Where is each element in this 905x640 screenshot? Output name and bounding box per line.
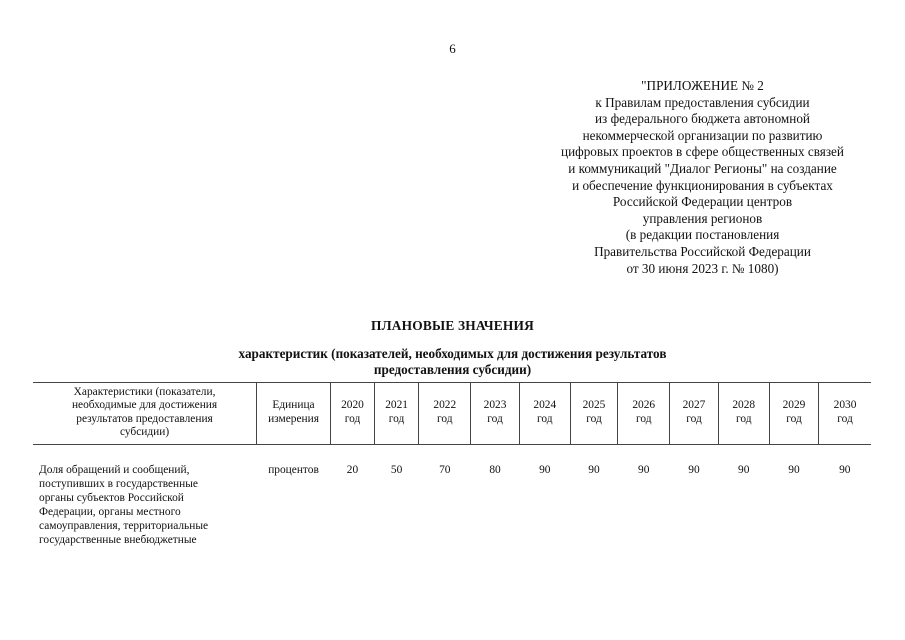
- year-suffix: год: [436, 412, 453, 425]
- year-label: 2026: [632, 399, 656, 411]
- header-year: [769, 383, 818, 445]
- value-cell: 90: [638, 464, 650, 476]
- year-suffix: год: [635, 412, 652, 425]
- year-suffix: год: [388, 412, 405, 425]
- appendix-line: и обеспечение функционирования в субъектах: [572, 177, 833, 193]
- header-year: [670, 383, 718, 445]
- characteristic-line: органы субъектов Российской: [39, 492, 184, 504]
- year-suffix: год: [487, 412, 503, 425]
- appendix-line: Правительства Российской Федерации: [594, 243, 811, 259]
- appendix-line: (в редакции постановления: [625, 227, 780, 243]
- value-cell: 50: [390, 464, 403, 476]
- unit-cell: процентов: [268, 464, 319, 476]
- year-label: 2021: [385, 399, 408, 411]
- header-line: необходимые для достижения: [71, 399, 218, 411]
- header-line: измерения: [268, 412, 319, 425]
- year-suffix: год: [837, 412, 853, 425]
- value-cell: 20: [346, 464, 359, 476]
- value-cell: 90: [839, 464, 851, 476]
- header-line: Единица: [272, 399, 315, 411]
- subtitle-line: предоставления субсидии): [373, 361, 532, 377]
- characteristic-cell: [33, 445, 257, 548]
- year-label: 2024: [533, 399, 557, 411]
- characteristic-line: Федерации, органы местного: [39, 506, 181, 518]
- year-label: 2028: [732, 399, 756, 411]
- header-line: субсидии): [119, 426, 170, 438]
- value-cell: 90: [738, 464, 750, 476]
- characteristic-line: государственные внебюджетные: [39, 534, 197, 546]
- header-year: [718, 383, 769, 445]
- year-suffix: год: [586, 412, 602, 425]
- appendix-line: Российской Федерации центров: [612, 194, 793, 210]
- value-cell: 90: [688, 464, 700, 476]
- header-year: [618, 383, 670, 445]
- year-suffix: год: [686, 412, 702, 425]
- appendix-line: от 30 июня 2023 г. № 1080): [626, 260, 779, 276]
- appendix-header: [530, 78, 875, 277]
- header-year: [330, 383, 374, 445]
- year-suffix: год: [786, 412, 802, 425]
- appendix-line: "ПРИЛОЖЕНИЕ № 2: [641, 78, 764, 93]
- header-year: [819, 383, 871, 445]
- subtitle-line: характеристик (показателей, необходимых для достижения результатов: [238, 346, 667, 361]
- year-label: 2023: [483, 399, 507, 411]
- characteristic-line: самоуправления, территориальные: [39, 520, 209, 532]
- year-label: 2025: [582, 399, 606, 411]
- header-line: Характеристики (показатели,: [73, 385, 216, 398]
- year-label: 2030: [833, 399, 857, 411]
- header-characteristic: [33, 383, 257, 445]
- header-line: результатов предоставления: [76, 412, 213, 425]
- appendix-line: некоммерческой организации по развитию: [582, 127, 823, 143]
- table-row: [33, 445, 871, 548]
- appendix-line: к Правилам предоставления субсидии: [595, 94, 810, 110]
- table-header-row: [33, 383, 871, 445]
- appendix-line: цифровых проектов в сфере общественных связей: [561, 144, 844, 160]
- appendix-line: из федерального бюджета автономной: [595, 111, 810, 127]
- value-cell: 90: [539, 464, 551, 476]
- header-year: [375, 383, 419, 445]
- document-subtitle: [195, 346, 710, 377]
- header-year: [419, 383, 471, 445]
- document-title: ПЛАНОВЫЕ ЗНАЧЕНИЯ: [370, 318, 535, 333]
- year-label: 2020: [341, 399, 364, 411]
- planned-values-table: [33, 382, 871, 547]
- year-suffix: год: [344, 412, 361, 425]
- header-year: [519, 383, 570, 445]
- year-suffix: год: [536, 412, 553, 425]
- year-suffix: год: [735, 412, 752, 425]
- header-year: [471, 383, 519, 445]
- year-label: 2029: [782, 399, 806, 411]
- appendix-line: управления регионов: [642, 210, 763, 226]
- year-label: 2022: [433, 399, 457, 411]
- header-unit: [257, 383, 331, 445]
- page-number: 6: [449, 41, 456, 56]
- header-year: [570, 383, 617, 445]
- characteristic-line: поступивших в государственные: [39, 478, 198, 490]
- characteristic-line: Доля обращений и сообщений,: [39, 464, 190, 476]
- value-cell: 80: [489, 464, 501, 476]
- value-cell: 90: [588, 464, 600, 476]
- year-label: 2027: [682, 399, 706, 411]
- value-cell: 90: [788, 464, 800, 476]
- value-cell: 70: [439, 464, 451, 476]
- appendix-line: и коммуникаций "Диалог Регионы" на создание: [568, 160, 837, 176]
